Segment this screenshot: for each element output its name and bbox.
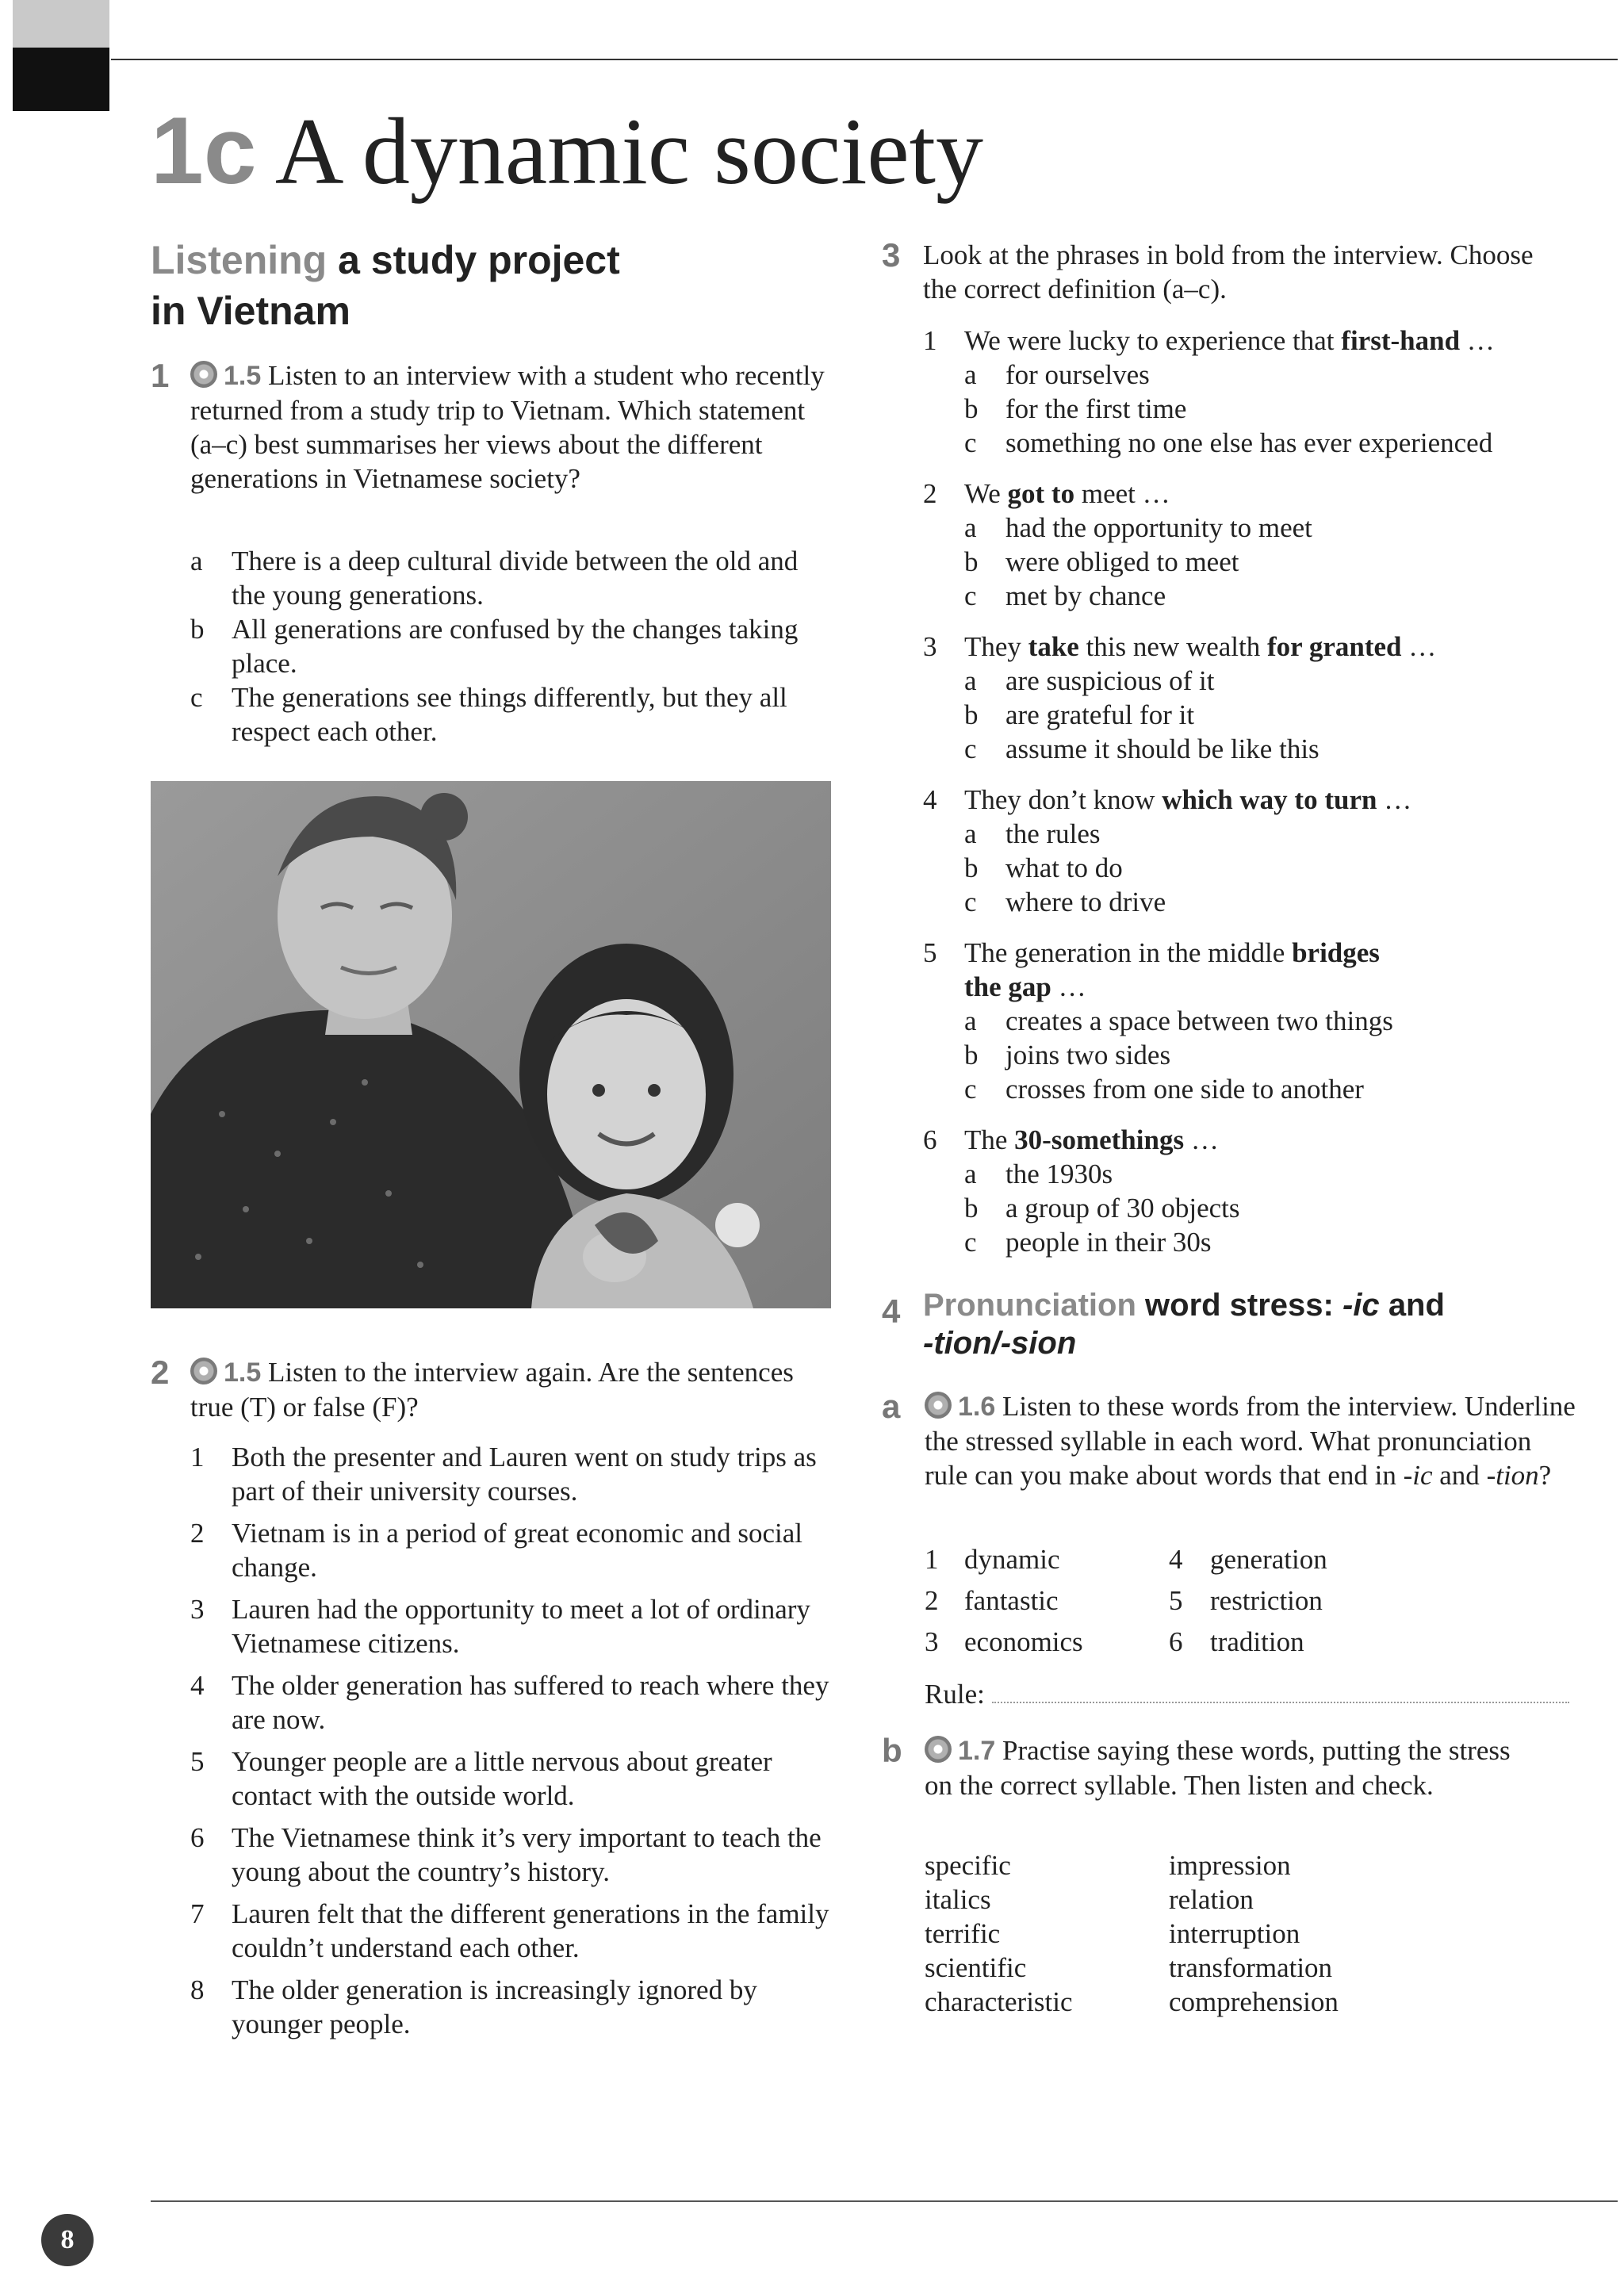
exercise-1-option-c[interactable]: [190, 680, 833, 749]
exercise-3-question-1: [923, 324, 1605, 358]
practice-words-left: [925, 1848, 1162, 2019]
option-text: creates a space between two things: [1005, 1005, 1393, 1036]
practice-word[interactable]: relation: [1169, 1884, 1254, 1915]
exercise-1-intro: [190, 358, 833, 496]
word-text: dynamic: [964, 1544, 1060, 1575]
exercise-3-question-4: [923, 783, 1605, 817]
exercise-4a-intro: [925, 1389, 1576, 1492]
listening-label: Listening: [151, 238, 327, 282]
exercise-3-q5-option-c[interactable]: [964, 1072, 1599, 1106]
option-label: a: [964, 1158, 977, 1189]
photo-grandmother-and-child: [151, 781, 831, 1308]
lesson-name: A dynamic society: [274, 98, 984, 204]
word-item-3[interactable]: [925, 1625, 1162, 1659]
exercise-2-item-5[interactable]: [190, 1744, 833, 1813]
bold-phrase: which way to turn: [1162, 784, 1377, 815]
option-label: b: [964, 852, 979, 883]
listening-topic-line2: in Vietnam: [151, 289, 350, 333]
exercise-4b-intro: [925, 1733, 1543, 1802]
question-text-pre: They don’t know: [964, 784, 1162, 815]
exercise-3-question-6: [923, 1123, 1605, 1157]
exercise-3-q2-option-a[interactable]: [964, 511, 1599, 545]
word-text: fantastic: [964, 1585, 1059, 1616]
question-text-post: …: [1184, 1124, 1219, 1155]
audio-cd-icon[interactable]: [190, 361, 217, 388]
exercise-3-q1-option-b[interactable]: [964, 392, 1599, 426]
exercise-3-q5-option-a[interactable]: [964, 1004, 1599, 1038]
option-label: a: [964, 665, 977, 696]
option-text: crosses from one side to another: [1005, 1074, 1364, 1105]
exercise-1-instructions: Listen to an interview with a student who recently returned from a study trip to Vietnam. Which statement (a–c) best summarises her views about the different generations in Vietnamese society?: [190, 360, 825, 494]
item-text: The older generation has suffered to reach where they are now.: [232, 1670, 829, 1735]
suffix-ic: -ic: [1403, 1460, 1433, 1491]
question-text-pre: We were lucky to experience that: [964, 325, 1342, 356]
page-title: [151, 98, 984, 204]
bold-phrase: take: [1028, 631, 1079, 662]
exercise-3-q4-option-c[interactable]: [964, 885, 1599, 919]
exercise-2-instructions: Listen to the interview again. Are the sentences true (T) or false (F)?: [190, 1357, 794, 1423]
pronunciation-and: and: [1388, 1288, 1445, 1323]
rule-answer-line[interactable]: [925, 1677, 1622, 1711]
item-text: Both the presenter and Lauren went on study trips as part of their university courses.: [232, 1442, 817, 1507]
exercise-4a-track: 1.6: [958, 1392, 996, 1422]
option-text: a group of 30 objects: [1005, 1193, 1240, 1224]
word-text: restriction: [1210, 1585, 1323, 1616]
option-text: where to drive: [1005, 887, 1166, 917]
item-text: Lauren felt that the different generations in the family couldn’t understand each other.: [232, 1898, 829, 1963]
word-number: 3: [925, 1626, 939, 1657]
practice-word[interactable]: italics: [925, 1884, 991, 1915]
item-number: 6: [190, 1822, 205, 1853]
bold-phrase-2: for granted: [1267, 631, 1402, 662]
practice-word[interactable]: characteristic: [925, 1986, 1073, 2017]
exercise-4-number: 4: [882, 1293, 901, 1330]
option-label: a: [964, 359, 977, 390]
option-label: c: [190, 682, 203, 713]
question-text-pre: The generation in the middle: [964, 937, 1293, 968]
corner-tab: [13, 0, 109, 111]
word-item-5[interactable]: [1169, 1584, 1407, 1618]
exercise-3-number: 3: [882, 236, 901, 274]
word-number: 1: [925, 1544, 939, 1575]
word-number: 5: [1169, 1585, 1183, 1616]
option-label: b: [964, 1193, 979, 1224]
item-text: Younger people are a little nervous about greater contact with the outside world.: [232, 1746, 772, 1811]
exercise-3-q2-option-b[interactable]: [964, 545, 1599, 579]
option-text: The generations see things differently, but they all respect each other.: [232, 682, 787, 747]
option-label: a: [190, 546, 203, 576]
option-text: the rules: [1005, 818, 1101, 849]
question-text-post: meet …: [1074, 478, 1170, 509]
option-label: c: [964, 1227, 977, 1258]
exercise-3-q4-option-b[interactable]: [964, 851, 1599, 885]
practice-word[interactable]: specific: [925, 1850, 1011, 1881]
practice-word[interactable]: comprehension: [1169, 1986, 1339, 2017]
practice-words-right: [1169, 1848, 1486, 2019]
exercise-3-instructions: Look at the phrases in bold from the interview. Choose the correct definition (a–c).: [923, 239, 1534, 304]
word-number: 2: [925, 1585, 939, 1616]
top-rule: [111, 59, 1618, 60]
exercise-3-q6-option-c[interactable]: [964, 1225, 1599, 1259]
option-label: c: [964, 733, 977, 764]
option-label: a: [964, 818, 977, 849]
option-label: c: [964, 887, 977, 917]
listening-heading: [151, 235, 785, 336]
exercise-1-option-b[interactable]: [190, 612, 833, 680]
option-text: met by chance: [1005, 580, 1166, 611]
practice-word[interactable]: scientific: [925, 1952, 1027, 1983]
bold-phrase: bridges: [1292, 937, 1380, 968]
exercise-4b-track: 1.7: [958, 1736, 996, 1766]
option-text: All generations are confused by the changes taking place.: [232, 614, 799, 679]
bold-phrase-line2: the gap: [964, 971, 1051, 1002]
word-number: 6: [1169, 1626, 1183, 1657]
item-number: 3: [190, 1594, 205, 1625]
exercise-1-number: 1: [151, 357, 170, 394]
exercise-2-item-4[interactable]: [190, 1668, 833, 1737]
exercise-2-intro: [190, 1355, 833, 1424]
audio-cd-icon[interactable]: [925, 1392, 952, 1419]
exercise-2-item-8[interactable]: [190, 1973, 833, 2041]
word-item-1[interactable]: [925, 1542, 1162, 1576]
pronunciation-topic: word stress:: [1145, 1288, 1334, 1323]
listening-topic-line1: a study project: [338, 238, 620, 282]
option-text: something no one else has ever experienced: [1005, 427, 1493, 458]
exercise-3-q3-option-b[interactable]: [964, 698, 1599, 732]
option-text: are grateful for it: [1005, 699, 1195, 730]
question-number: 6: [923, 1124, 937, 1155]
page-number: 8: [41, 2214, 94, 2266]
lesson-code: 1c: [151, 98, 257, 204]
exercise-3-question-2: [923, 477, 1605, 511]
word-text: economics: [964, 1626, 1083, 1657]
bold-phrase: 30-somethings: [1014, 1124, 1185, 1155]
question-number: 5: [923, 937, 937, 968]
option-text: the 1930s: [1005, 1158, 1113, 1189]
item-number: 7: [190, 1898, 205, 1929]
option-text: for ourselves: [1005, 359, 1150, 390]
exercise-3-q6-option-b[interactable]: [964, 1191, 1599, 1225]
exercise-3-q4-option-a[interactable]: [964, 817, 1599, 851]
exercise-3-q1-option-a[interactable]: [964, 358, 1599, 392]
pronunciation-heading: [923, 1286, 1605, 1362]
question-text-post: …: [1401, 631, 1437, 662]
question-text-post: …: [1460, 325, 1495, 356]
option-label: a: [964, 512, 977, 543]
word-item-6[interactable]: [1169, 1625, 1407, 1659]
option-label: b: [190, 614, 205, 645]
option-text: for the first time: [1005, 393, 1187, 424]
option-label: b: [964, 1040, 979, 1070]
word-item-2[interactable]: [925, 1584, 1162, 1618]
option-text: There is a deep cultural divide between the old and the young generations.: [232, 546, 799, 611]
question-text-pre: We: [964, 478, 1008, 509]
option-text: assume it should be like this: [1005, 733, 1320, 764]
option-label: b: [964, 699, 979, 730]
question-text-post: …: [1051, 971, 1086, 1002]
question-text-post: …: [1377, 784, 1412, 815]
word-item-4[interactable]: [1169, 1542, 1407, 1576]
exercise-2-item-1[interactable]: [190, 1440, 833, 1508]
exercise-1-track: 1.5: [224, 361, 262, 391]
item-number: 1: [190, 1442, 205, 1473]
word-text: generation: [1210, 1544, 1327, 1575]
item-text: The Vietnamese think it’s very important to teach the young about the country’s history.: [232, 1822, 822, 1887]
exercise-4b-label: b: [882, 1732, 902, 1769]
exercise-3-question-5: [923, 936, 1605, 1004]
option-text: people in their 30s: [1005, 1227, 1212, 1258]
exercise-3-q5-option-b[interactable]: [964, 1038, 1599, 1072]
audio-cd-icon[interactable]: [190, 1358, 217, 1384]
exercise-3-q2-option-c[interactable]: [964, 579, 1599, 613]
item-number: 4: [190, 1670, 205, 1701]
word-number: 4: [1169, 1544, 1183, 1575]
option-text: are suspicious of it: [1005, 665, 1215, 696]
option-text: joins two sides: [1005, 1040, 1171, 1070]
audio-cd-icon[interactable]: [925, 1736, 952, 1763]
question-text-pre: They: [964, 631, 1028, 662]
bold-phrase: first-hand: [1341, 325, 1461, 356]
item-text: Vietnam is in a period of great economic and social change.: [232, 1518, 803, 1583]
option-label: a: [964, 1005, 977, 1036]
item-number: 5: [190, 1746, 205, 1777]
exercise-3-q1-option-c[interactable]: [964, 426, 1599, 460]
practice-word[interactable]: impression: [1169, 1850, 1291, 1881]
pronunciation-suffix-ic: -ic: [1342, 1288, 1380, 1323]
word-text: tradition: [1210, 1626, 1304, 1657]
exercise-4b-instructions: Practise saying these words, putting the stress on the correct syllable. Then listen and check.: [925, 1735, 1511, 1801]
question-number: 2: [923, 478, 937, 509]
exercise-1-option-a[interactable]: [190, 544, 833, 612]
rule-blank[interactable]: [992, 1686, 1569, 1703]
practice-word[interactable]: interruption: [1169, 1918, 1300, 1949]
pronunciation-label: Pronunciation: [923, 1288, 1136, 1323]
exercise-2-item-7[interactable]: [190, 1897, 833, 1965]
question-number: 4: [923, 784, 937, 815]
option-label: c: [964, 580, 977, 611]
exercise-2-track: 1.5: [224, 1358, 262, 1388]
option-label: b: [964, 546, 979, 577]
exercise-4a-label: a: [882, 1388, 901, 1425]
exercise-2-item-3[interactable]: [190, 1592, 833, 1660]
option-text: had the opportunity to meet: [1005, 512, 1312, 543]
option-text: were obliged to meet: [1005, 546, 1239, 577]
bottom-rule: [151, 2200, 1618, 2202]
exercise-3-q6-option-a[interactable]: [964, 1157, 1599, 1191]
conjunction: and: [1432, 1460, 1487, 1491]
practice-word[interactable]: transformation: [1169, 1952, 1333, 1983]
exercise-3-q3-option-a[interactable]: [964, 664, 1599, 698]
option-text: what to do: [1005, 852, 1123, 883]
photo-illustration: [151, 781, 831, 1308]
exercise-3-question-3: [923, 630, 1605, 664]
exercise-3-q3-option-c[interactable]: [964, 732, 1599, 766]
item-text: Lauren had the opportunity to meet a lot of ordinary Vietnamese citizens.: [232, 1594, 810, 1659]
exercise-2-item-6[interactable]: [190, 1821, 833, 1889]
option-label: c: [964, 427, 977, 458]
exercise-2-item-2[interactable]: [190, 1516, 833, 1584]
exercise-2-number: 2: [151, 1354, 170, 1391]
question-number: 3: [923, 631, 937, 662]
option-label: b: [964, 393, 979, 424]
question-text-mid: this new wealth: [1078, 631, 1268, 662]
pronunciation-suffix-tion: -tion/-sion: [923, 1326, 1077, 1361]
rule-label: Rule:: [925, 1679, 985, 1710]
item-number: 8: [190, 1974, 205, 2005]
question-number: 1: [923, 325, 937, 356]
practice-word[interactable]: terrific: [925, 1918, 1001, 1949]
bold-phrase: got to: [1007, 478, 1075, 509]
option-label: c: [964, 1074, 977, 1105]
exercise-4a-instructions: Listen to these words from the interview. Underline the stressed syllable in each word. What pronunciation rule can you make about words that end in: [925, 1391, 1576, 1491]
question-text-pre: The: [964, 1124, 1015, 1155]
item-number: 2: [190, 1518, 205, 1549]
suffix-tion: -tion: [1486, 1460, 1539, 1491]
item-text: The older generation is increasingly ignored by younger people.: [232, 1974, 757, 2039]
question-mark: ?: [1538, 1460, 1552, 1491]
